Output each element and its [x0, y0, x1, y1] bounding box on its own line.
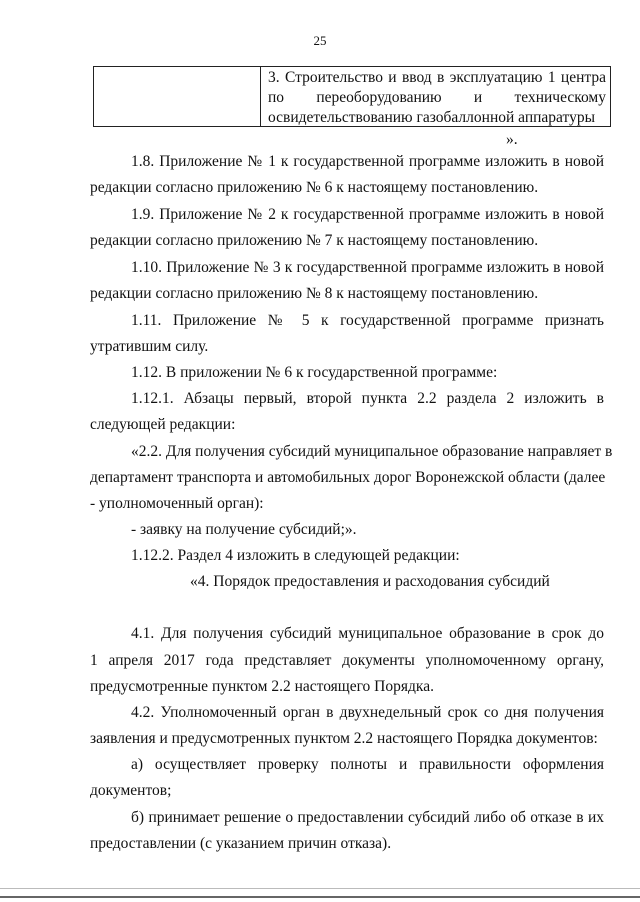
paragraph-line: 1.10. Приложение № 3 к государственной программе изложить в новой	[131, 259, 604, 276]
paragraph-line: документов;	[90, 782, 172, 799]
table-cell-line: по переоборудованию и техническому	[268, 89, 606, 106]
paragraph-line: 4.2. Уполномоченный орган в двухнедельный срок со дня получения	[131, 704, 604, 721]
paragraph-line: 1.12. В приложении № 6 к государственной программе:	[131, 364, 498, 381]
table-cell-line: 3. Строительство и ввод в эксплуатацию 1 центра	[268, 69, 606, 86]
page-edge-shadow	[0, 896, 640, 898]
paragraph-line: б) принимает решение о предоставлении субсидий либо об отказе в их	[131, 809, 604, 826]
paragraph-line: предоставлении (с указанием причин отказа).	[90, 835, 392, 852]
paragraph-line: 1.12.1. Абзацы первый, второй пункта 2.2 раздела 2 изложить в	[131, 390, 604, 407]
paragraph-line: утратившим силу.	[90, 338, 209, 355]
paragraph-line: редакции согласно приложению № 7 к настоящему постановлению.	[90, 232, 539, 249]
closing-quote: ».	[506, 131, 518, 148]
paragraph-line: «2.2. Для получения субсидий муниципальное образование направляет в	[131, 443, 613, 460]
paragraph-line: предусмотренные пунктом 2.2 настоящего Порядка.	[90, 678, 434, 695]
paragraph-line: 1.11. Приложение № 5 к государственной программе признать	[131, 312, 604, 329]
paragraph-line: 1.9. Приложение № 2 к государственной программе изложить в новой	[131, 206, 604, 223]
paragraph-line: а) осуществляет проверку полноты и правильности оформления	[131, 756, 604, 773]
paragraph-line: - уполномоченный орган):	[90, 495, 264, 512]
paragraph-line: департамент транспорта и автомобильных дорог Воронежской области (далее	[90, 469, 606, 486]
table-cell-line: освидетельствованию газобаллонной аппаратуры	[268, 109, 596, 126]
page-number: 25	[313, 33, 327, 48]
paragraph-line: следующей редакции:	[90, 416, 236, 433]
paragraph-line: 1 апреля 2017 года представляет документы уполномоченному органу,	[90, 652, 604, 669]
section-heading: «4. Порядок предоставления и расходования субсидий	[190, 573, 550, 590]
paragraph-line: - заявку на получение субсидий;».	[131, 521, 357, 538]
paragraph-line: 1.8. Приложение № 1 к государственной программе изложить в новой	[131, 153, 604, 170]
paragraph-line: 4.1. Для получения субсидий муниципальное образование в срок до	[131, 625, 604, 642]
paragraph-line: редакции согласно приложению № 6 к настоящему постановлению.	[90, 179, 539, 196]
paragraph-line: редакции согласно приложению № 8 к настоящему постановлению.	[90, 285, 539, 302]
paragraph-line: 1.12.2. Раздел 4 изложить в следующей редакции:	[131, 547, 460, 564]
paragraph-line: заявления и предусмотренных пунктом 2.2 настоящего Порядка документов:	[90, 730, 598, 747]
page-edge-line	[0, 888, 640, 889]
